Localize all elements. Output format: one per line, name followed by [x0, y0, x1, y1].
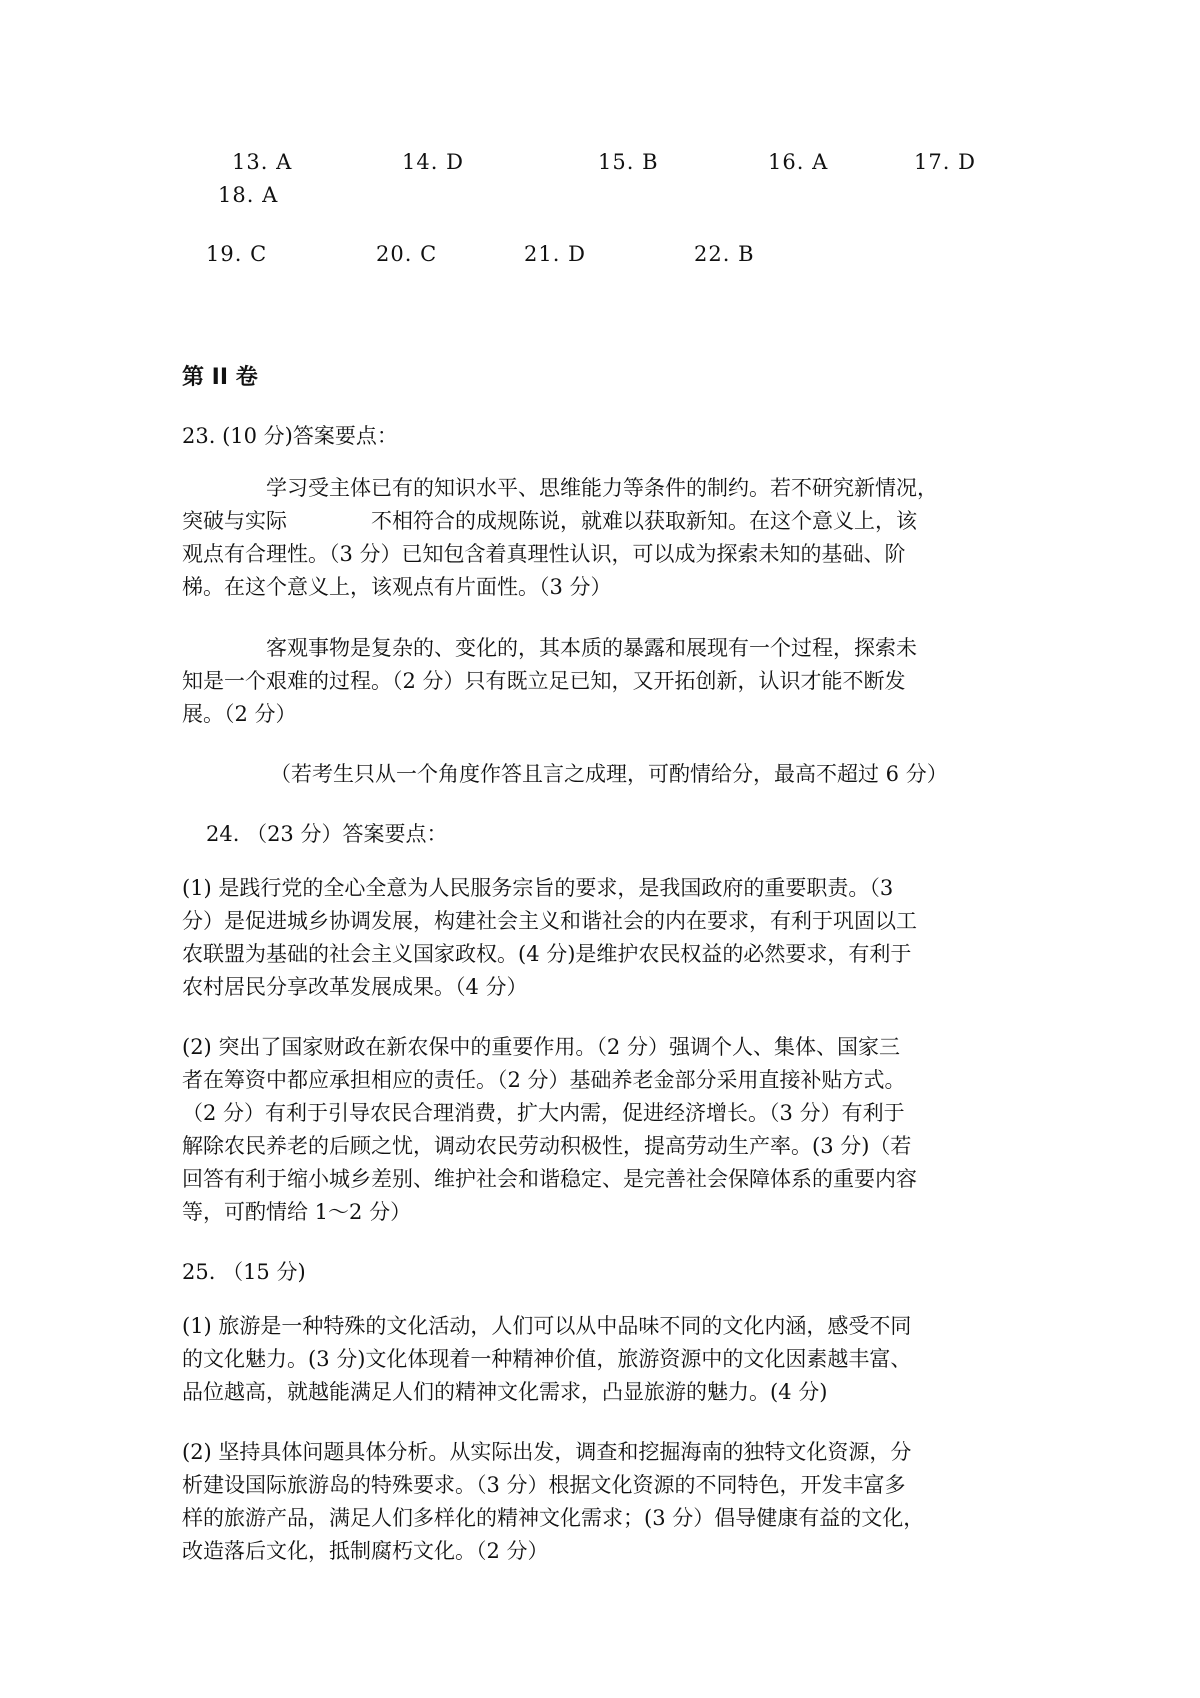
- q25-heading: 25. （15 分): [182, 1260, 306, 1284]
- q24-p2-line-2: 者在筹资中都应承担相应的责任。（2 分）基础养老金部分采用直接补贴方式。: [182, 1068, 906, 1092]
- q24-paragraph-2: [182, 1031, 1022, 1229]
- mc-answer-22: 22. B: [694, 242, 755, 266]
- q24-heading: 24. （23 分）答案要点：: [206, 822, 448, 846]
- q23-p2-line-2: 知是一个艰难的过程。（2 分）只有既立足已知，又开拓创新，认识才能不断发: [182, 669, 906, 693]
- mc-answer-16: 16. A: [768, 150, 829, 174]
- q23-note-line: （若考生只从一个角度作答且言之成理，可酌情给分，最高不超过 6 分）: [270, 762, 948, 786]
- q23-heading: 23. (10 分)答案要点：: [182, 424, 398, 448]
- mc-answer-18: 18. A: [218, 183, 279, 207]
- q23-paragraph-1: [182, 472, 1022, 604]
- mc-answer-19: 19. C: [206, 242, 268, 266]
- q25-p1-line-3: 品位越高，就越能满足人们的精神文化需求，凸显旅游的魅力。(4 分): [182, 1380, 828, 1404]
- q25-p1-line-2: 的文化魅力。(3 分)文化体现着一种精神价值，旅游资源中的文化因素越丰富、: [182, 1347, 912, 1371]
- q23-p1-line-2: 突破与实际 不相符合的成规陈说，就难以获取新知。在这个意义上，该: [182, 509, 917, 533]
- q24-p2-line-4: 解除农民养老的后顾之忧，调动农民劳动积极性，提高劳动生产率。(3 分)（若: [182, 1134, 912, 1158]
- q25-p2-line-1: (2) 坚持具体问题具体分析。从实际出发，调查和挖掘海南的独特文化资源，分: [182, 1440, 912, 1464]
- q24-p2-line-1: (2) 突出了国家财政在新农保中的重要作用。（2 分）强调个人、集体、国家三: [182, 1035, 900, 1059]
- q24-p2-line-3: （2 分）有利于引导农民合理消费，扩大内需，促进经济增长。（3 分）有利于: [182, 1101, 905, 1125]
- mc-answer-13: 13. A: [232, 150, 293, 174]
- q25-p2-line-3: 样的旅游产品，满足人们多样化的精神文化需求；(3 分）倡导健康有益的文化，: [182, 1506, 925, 1530]
- q24-p1-line-4: 农村居民分享改革发展成果。（4 分）: [182, 975, 528, 999]
- q24-paragraph-1: [182, 872, 1022, 1004]
- mc-answer-20: 20. C: [376, 242, 438, 266]
- q23-note: [270, 758, 1030, 791]
- q25-paragraph-2: [182, 1436, 1022, 1568]
- mc-answer-15: 15. B: [598, 150, 659, 174]
- q24-p2-line-5: 回答有利于缩小城乡差别、维护社会和谐稳定、是完善社会保障体系的重要内容: [182, 1167, 917, 1191]
- q24-p2-line-6: 等，可酌情给 1～2 分）: [182, 1200, 412, 1224]
- mc-answer-17: 17. D: [914, 150, 976, 174]
- mc-answer-14: 14. D: [402, 150, 464, 174]
- q23-p2-line-1: 客观事物是复杂的、变化的，其本质的暴露和展现有一个过程，探索未: [266, 636, 917, 660]
- mc-answer-21: 21. D: [524, 242, 586, 266]
- q23-p1-line-1: 学习受主体已有的知识水平、思维能力等条件的制约。若不研究新情况，: [266, 476, 938, 500]
- q25-paragraph-1: [182, 1310, 1022, 1409]
- q23-p2-line-3: 展。（2 分）: [182, 702, 297, 726]
- q24-p1-line-1: (1) 是践行党的全心全意为人民服务宗旨的要求，是我国政府的重要职责。（3: [182, 876, 894, 900]
- section-title: 第 II 卷: [182, 365, 258, 390]
- q25-p1-line-1: (1) 旅游是一种特殊的文化活动，人们可以从中品味不同的文化内涵，感受不同: [182, 1314, 912, 1338]
- q23-paragraph-2: [182, 632, 1022, 731]
- q23-p1-line-3: 观点有合理性。（3 分）已知包含着真理性认识，可以成为探索未知的基础、阶: [182, 542, 906, 566]
- q24-p1-line-3: 农联盟为基础的社会主义国家政权。(4 分)是维护农民权益的必然要求，有利于: [182, 942, 912, 966]
- q25-p2-line-2: 析建设国际旅游岛的特殊要求。（3 分）根据文化资源的不同特色，开发丰富多: [182, 1473, 906, 1497]
- q23-p1-line-4: 梯。在这个意义上，该观点有片面性。（3 分）: [182, 575, 612, 599]
- q25-p2-line-4: 改造落后文化，抵制腐朽文化。（2 分）: [182, 1539, 549, 1563]
- q24-p1-line-2: 分）是促进城乡协调发展，构建社会主义和谐社会的内在要求，有利于巩固以工: [182, 909, 917, 933]
